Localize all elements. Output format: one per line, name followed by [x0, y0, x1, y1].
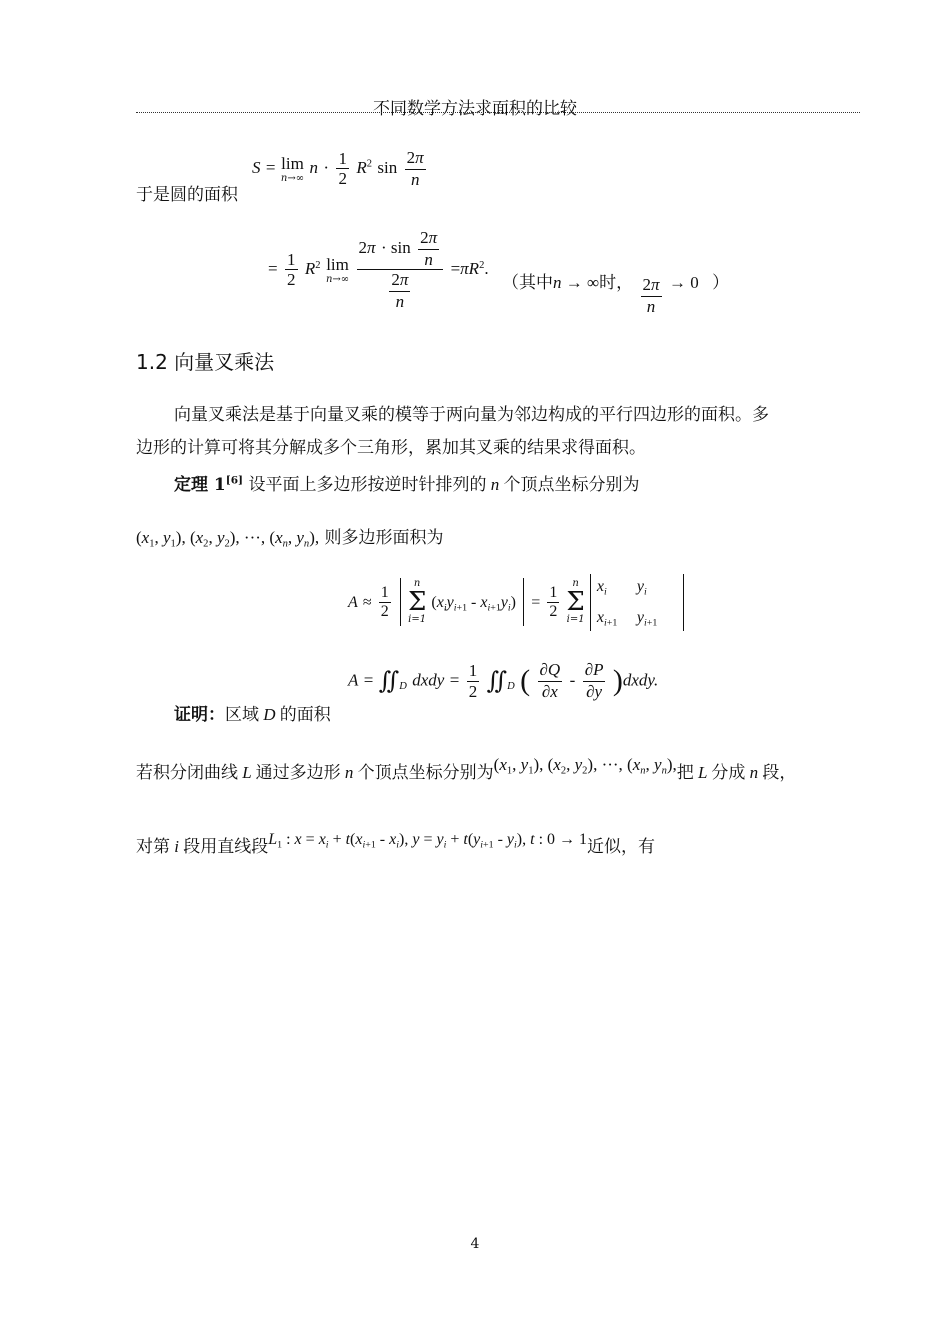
paragraph-line-1: 向量叉乘法是基于向量叉乘的模等于两向量为邻边构成的平行四边形的面积。多 [174, 405, 769, 425]
note-close: ） [712, 273, 730, 293]
limit-note: （其中n → ∞时， $\frac{2\pi}{n}$ → 0 ） [502, 273, 730, 316]
segment-line: 对第 i 段用直线段$L_1$ : $x = x_i + t(x_{i+1} - x_i)$, $y = y_i + t(y_{i+1} - y_i)$, t : 0 → 1近似，有 [136, 831, 656, 857]
theorem-text-c: 则多边形面积为 [324, 528, 444, 548]
proof-label: 证明： [174, 705, 225, 725]
closed-curve-text-e: 分成 [711, 763, 746, 783]
closed-curve-text-d: 把 [676, 763, 694, 783]
green-formula: $A = ∬_D$ dxdy = $\frac{1}{2}$ $∬_D$ ( $\frac{\partial Q}{\partial x}$ - $\frac{\partial P}{\partial y}$ )dxdy. [348, 660, 659, 701]
paragraph-line-2: 边形的计算可将其分解成多个三角形，累加其叉乘的结果求得面积。 [136, 438, 646, 458]
theorem-text-b: 个顶点坐标分别为 [503, 475, 640, 495]
segment-text-b: 段用直线段 [183, 837, 269, 857]
circle-area-intro: 于是圆的面积 [136, 185, 238, 205]
closed-curve-text-a: 若积分闭曲线 [136, 763, 238, 783]
closed-curve-text-f: 段， [762, 763, 797, 783]
circle-area-formula-1: S = lim n→∞ n · $\frac{1}{2}$ $R^2$ sin $\frac{2\pi}{n}$ [252, 148, 424, 189]
vertex-list-line: ($x_1$, $y_1$), ($x_2$, $y_2$), ···, ($x_n$, $y_n$), 则多边形面积为 [136, 528, 444, 550]
section-title: 1.2 向量叉乘法 [136, 350, 275, 374]
closed-curve-text-c: 个顶点坐标分别为 [357, 763, 494, 783]
page-number: 4 [470, 1236, 480, 1252]
note-time: 时， [599, 273, 634, 293]
header-rule [136, 112, 860, 113]
theorem-text-a: 设平面上多边形按逆时针排列的 [243, 475, 487, 495]
theorem-statement: 定理 1[6] 设平面上多边形按逆时针排列的 n 个顶点坐标分别为 [174, 474, 640, 495]
closed-curve-line: 若积分闭曲线 L 通过多边形 n 个顶点坐标分别为($x_1$, $y_1$), ($x_2$, $y_2$), ···, ($x_n$, $y_n$),把 L 分成 n 段， [136, 755, 797, 783]
theorem-label: 定理 1 [174, 475, 226, 495]
circle-area-formula-2: = $\frac{1}{2}$ $R^2$ lim n→∞ 2π · sin $\frac{2\pi}{n}$ $\frac{2\pi}{n}$ $=\pi R^2$. [268, 228, 489, 311]
segment-text-a: 对第 [136, 837, 170, 857]
closed-curve-text-b: 通过多边形 [255, 763, 341, 783]
proof-text-a: 区域 [225, 705, 259, 725]
proof-line: 证明：区域 D 的面积 [174, 705, 331, 725]
shoelace-formula: A ≈ $\frac{1}{2}$ n Σ i=1 $(x_iy_{i+1} - x_{i+1}y_i)$ = $\frac{1}{2}$ n Σ i=1 $x_i$ $y_i$ $x_{i+1}$ $y_{i+1}$ [348, 574, 684, 631]
note-open: （其中 [502, 273, 553, 293]
running-header: 不同数学方法求面积的比较 [373, 99, 577, 119]
segment-text-c: 近似，有 [587, 837, 656, 857]
theorem-citation: [6] [225, 474, 244, 487]
proof-text-b: 的面积 [279, 705, 331, 725]
